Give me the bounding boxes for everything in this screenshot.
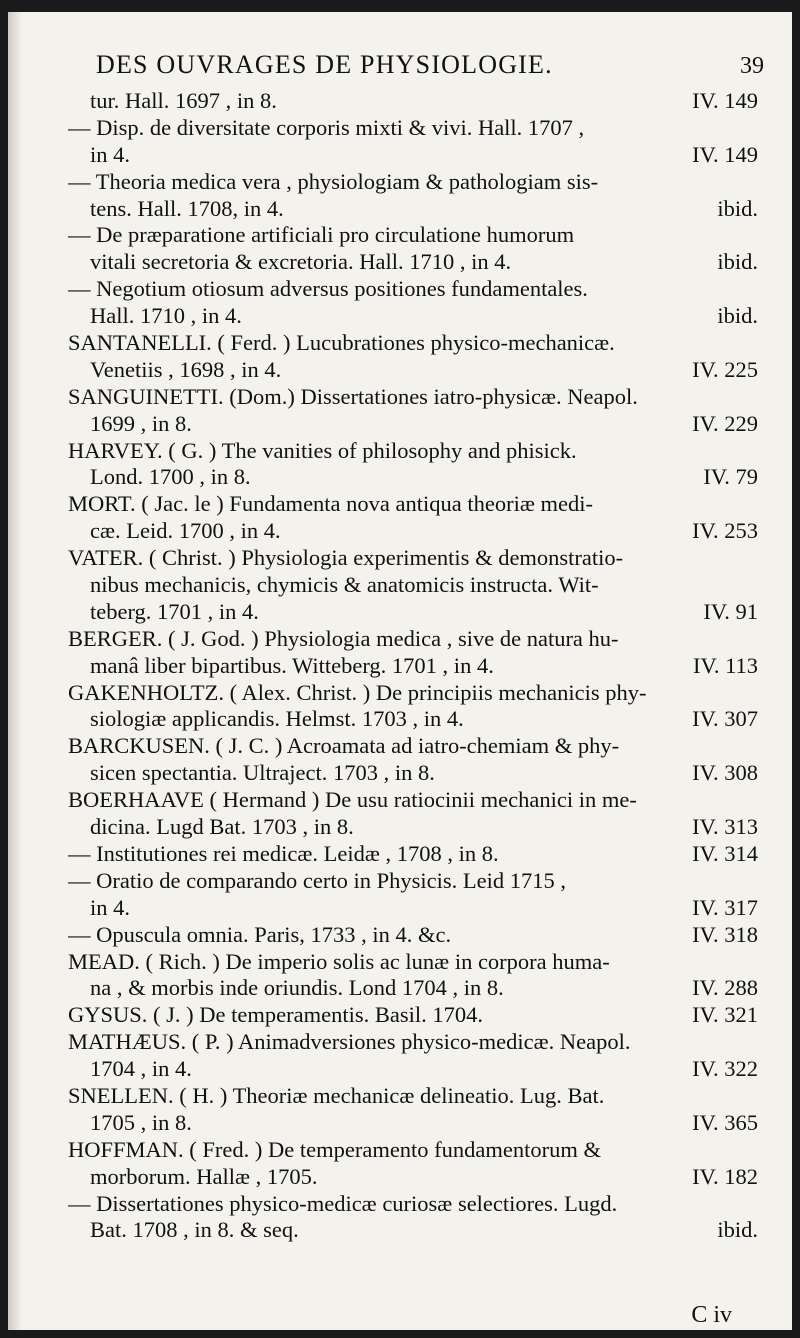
printer-signature-mark: C iv xyxy=(691,1302,732,1328)
entry-line xyxy=(68,626,758,653)
entry-line xyxy=(68,518,758,545)
entry-volume-reference: IV. 149 xyxy=(692,88,758,113)
entry-line xyxy=(68,1056,758,1083)
entry-volume-reference: ibid. xyxy=(717,303,758,329)
entry-line xyxy=(68,303,758,330)
entry-text: — Theoria medica vera , physiologiam & pathologiam sis- xyxy=(68,168,599,194)
entry-text: GYSUS. ( J. ) De temperamentis. Basil. 1704. xyxy=(68,1002,483,1028)
entry-line xyxy=(68,599,758,626)
entry-text: — Dissertationes physico-medicæ curiosæ selectiores. Lugd. xyxy=(68,1190,618,1216)
entry-line xyxy=(68,196,758,223)
page-title: DES OUVRAGES DE PHYSIOLOGIE. xyxy=(96,50,553,79)
entry-text: nibus mechanicis, chymicis & anatomicis instructa. Wit- xyxy=(90,572,599,598)
entry-volume-reference: IV. 225 xyxy=(692,356,758,382)
entry-text: 1699 , in 8. xyxy=(90,410,192,436)
entry-text: BARCKUSEN. ( J. C. ) Acroamata ad iatro-chemiam & phy- xyxy=(68,733,620,759)
entry-volume-reference: IV. 91 xyxy=(703,598,758,624)
entry-text: — Opuscula omnia. Paris, 1733 , in 4. &c. xyxy=(68,921,452,947)
entry-text: na , & morbis inde oriundis. Lond 1704 , in 8. xyxy=(90,975,504,1001)
entry-line xyxy=(68,1002,758,1029)
entry-line xyxy=(68,680,758,707)
entry-line xyxy=(68,1191,758,1218)
entry-volume-reference: IV. 149 xyxy=(692,141,758,167)
entry-line xyxy=(68,653,758,680)
entry-volume-reference: IV. 317 xyxy=(692,894,758,920)
entry-text: Lond. 1700 , in 8. xyxy=(90,464,251,490)
entry-volume-reference: IV. 79 xyxy=(703,464,758,490)
entry-line xyxy=(68,1110,758,1137)
entry-text: — Negotium otiosum adversus positiones fundamentales. xyxy=(68,276,588,302)
entry-line xyxy=(68,787,758,814)
page-number: 39 xyxy=(740,53,764,79)
entry-text: Hall. 1710 , in 4. xyxy=(90,303,242,329)
entry-line xyxy=(68,1029,758,1056)
entry-line xyxy=(68,1164,758,1191)
entry-text: SANGUINETTI. (Dom.) Dissertationes iatro-physicæ. Neapol. xyxy=(68,383,638,409)
entry-volume-reference: IV. 321 xyxy=(692,1002,758,1028)
entry-text: morborum. Hallæ , 1705. xyxy=(90,1163,318,1189)
entry-text: BOERHAAVE ( Hermand ) De usu ratiocinii mechanici in me- xyxy=(68,787,637,813)
entry-line xyxy=(68,438,758,465)
entry-text: in 4. xyxy=(90,141,131,167)
entry-line xyxy=(68,357,758,384)
entry-text: dicina. Lugd Bat. 1703 , in 8. xyxy=(90,814,354,840)
entry-volume-reference: IV. 229 xyxy=(692,410,758,436)
entry-line xyxy=(68,249,758,276)
entry-volume-reference: IV. 313 xyxy=(692,814,758,840)
entry-line xyxy=(68,922,758,949)
entry-text: 1704 , in 4. xyxy=(90,1056,192,1082)
entry-volume-reference: IV. 288 xyxy=(692,975,758,1001)
entry-text: siologiæ applicandis. Helmst. 1703 , in 4. xyxy=(90,706,464,732)
entry-text: cæ. Leid. 1700 , in 4. xyxy=(90,518,281,544)
book-page xyxy=(8,12,792,1330)
entry-line xyxy=(68,949,758,976)
entry-text: teberg. 1701 , in 4. xyxy=(90,598,259,624)
entry-line xyxy=(68,814,758,841)
entry-text: — Disp. de diversitate corporis mixti & vivi. Hall. 1707 , xyxy=(68,114,585,140)
entry-text: HARVEY. ( G. ) The vanities of philosophy and phisick. xyxy=(68,437,577,463)
entry-text: Bat. 1708 , in 8. & seq. xyxy=(90,1217,299,1243)
entry-text: sicen spectantia. Ultraject. 1703 , in 8. xyxy=(90,760,435,786)
entry-line xyxy=(68,88,758,115)
entry-line xyxy=(68,572,758,599)
entry-volume-reference: IV. 253 xyxy=(692,518,758,544)
entry-text: — De præparatione artificiali pro circulatione humorum xyxy=(68,222,575,248)
entry-text: manâ liber bipartibus. Witteberg. 1701 , in 4. xyxy=(90,652,494,678)
entry-line xyxy=(68,1137,758,1164)
entry-volume-reference: IV. 322 xyxy=(692,1056,758,1082)
entry-line xyxy=(68,760,758,787)
running-header xyxy=(96,50,764,80)
entry-line xyxy=(68,868,758,895)
bibliography-list xyxy=(68,88,758,1244)
entry-line xyxy=(68,276,758,303)
entry-volume-reference: IV. 182 xyxy=(692,1163,758,1189)
entry-text: HOFFMAN. ( Fred. ) De temperamento fundamentorum & xyxy=(68,1136,602,1162)
entry-volume-reference: IV. 365 xyxy=(692,1109,758,1135)
entry-text: — Institutiones rei medicæ. Leidæ , 1708 , in 8. xyxy=(68,840,499,866)
entry-line xyxy=(68,706,758,733)
entry-volume-reference: ibid. xyxy=(717,195,758,221)
entry-line xyxy=(68,169,758,196)
entry-text: MATHÆUS. ( P. ) Animadversiones physico-medicæ. Neapol. xyxy=(68,1029,631,1055)
entry-text: MEAD. ( Rich. ) De imperio solis ac lunæ in corpora huma- xyxy=(68,948,610,974)
entry-line xyxy=(68,975,758,1002)
entry-volume-reference: IV. 113 xyxy=(692,652,758,678)
entry-text: Venetiis , 1698 , in 4. xyxy=(90,356,282,382)
entry-text: tur. Hall. 1697 , in 8. xyxy=(90,88,277,113)
entry-volume-reference: IV. 314 xyxy=(692,840,758,866)
entry-volume-reference: ibid. xyxy=(717,249,758,275)
entry-volume-reference: ibid. xyxy=(717,1217,758,1243)
entry-text: SANTANELLI. ( Ferd. ) Lucubrationes physico-mechanicæ. xyxy=(68,330,615,356)
entry-line xyxy=(68,733,758,760)
entry-text: GAKENHOLTZ. ( Alex. Christ. ) De principiis mechanicis phy- xyxy=(68,679,647,705)
entry-line xyxy=(68,115,758,142)
page-shadow-edge xyxy=(8,12,22,1330)
entry-line xyxy=(68,545,758,572)
entry-line xyxy=(68,491,758,518)
entry-volume-reference: IV. 308 xyxy=(692,760,758,786)
entry-text: BERGER. ( J. God. ) Physiologia medica , sive de natura hu- xyxy=(68,625,619,651)
entry-text: SNELLEN. ( H. ) Theoriæ mechanicæ delineatio. Lug. Bat. xyxy=(68,1082,605,1108)
entry-line xyxy=(68,1083,758,1110)
entry-text: VATER. ( Christ. ) Physiologia experimentis & demonstratio- xyxy=(68,545,624,571)
entry-line xyxy=(68,142,758,169)
entry-text: 1705 , in 8. xyxy=(90,1109,192,1135)
entry-line xyxy=(68,384,758,411)
entry-line xyxy=(68,895,758,922)
entry-line xyxy=(68,411,758,438)
entry-volume-reference: IV. 307 xyxy=(692,706,758,732)
entry-text: in 4. xyxy=(90,894,131,920)
entry-text: vitali secretoria & excretoria. Hall. 1710 , in 4. xyxy=(90,249,512,275)
entry-line xyxy=(68,841,758,868)
entry-line xyxy=(68,1217,758,1244)
entry-line xyxy=(68,330,758,357)
entry-text: tens. Hall. 1708, in 4. xyxy=(90,195,284,221)
entry-line xyxy=(68,464,758,491)
entry-line xyxy=(68,222,758,249)
entry-text: MORT. ( Jac. le ) Fundamenta nova antiqua theoriæ medi- xyxy=(68,491,593,517)
entry-volume-reference: IV. 318 xyxy=(692,921,758,947)
entry-text: — Oratio de comparando certo in Physicis. Leid 1715 , xyxy=(68,867,567,893)
